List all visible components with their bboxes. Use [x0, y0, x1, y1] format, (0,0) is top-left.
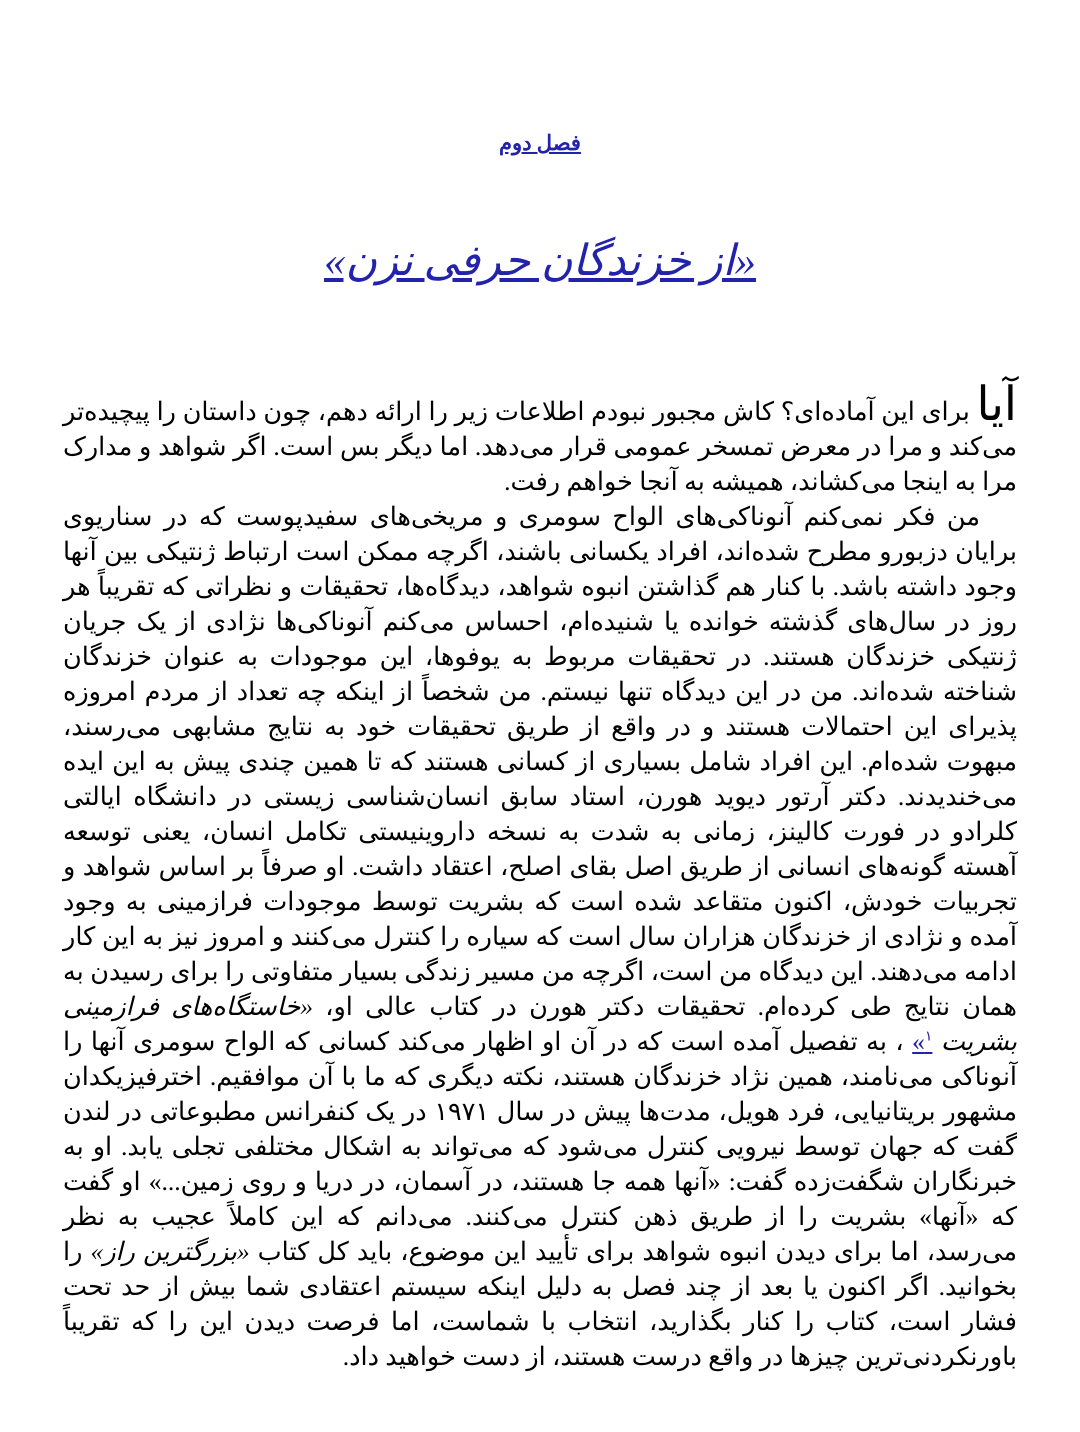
page-title — [0, 236, 1080, 286]
paragraph-1-text: برای این آماده‌ای؟ کاش مجبور نبودم اطلاعات زیر را ارائه دهم، چون داستان را پیچیده‌تر می‌کند و مرا در معرض تمسخر عمومی قرار می‌دهد. اما دیگر بس است. اگر شواهد و مدارک مرا به اینجا می‌کشاند، همیشه به آنجا خواهم رفت. — [63, 397, 1017, 496]
footnote-number[interactable]: ۱ — [924, 1029, 933, 1045]
paragraph-2-text: را بخوانید. اگر اکنون یا بعد از چند فصل به دلیل اینکه سیستم اعتقادی شما بیش از حد تحت فشار است، کتاب را کنار بگذارید، انتخاب با شماست، اما فرصت دیدن این را که تقریباً باورنکردنی‌ترین چیزها در واقع درست هستند، از دست خواهید داد. — [63, 1237, 1018, 1371]
paragraph-2-text: ، به تفصیل آمده است که در آن او اظهار می‌کند کسانی که الواح سومری آنها را آنوناکی می‌نامند، همین نژاد خزندگان هستند، نکته دیگری که ما با آن موافقیم. اخترفیزیکدان مشهور بریتانیایی، فرد هویل، مدت‌ها پیش در سال ۱۹۷۱ در یک کنفرانس مطبوعاتی در لندن گفت که جهان توسط نیرویی کنترل می‌شود که می‌تواند به اشکال مختلفی تجلی یابد. او به خبرنگاران شگفت‌زده گفت: «آنها همه جا هستند، در آسمان، در دریا و روی زمین...» او گفت که «آنها» بشریت را از طریق ذهن کنترل می‌کنند. می‌دانم که این کاملاً عجیب به نظر می‌رسد، اما برای دیدن انبوه شواهد برای تأیید این موضوع، باید کل کتاب — [63, 1027, 1018, 1266]
paragraph-1 — [63, 379, 1017, 499]
title-link[interactable]: «از خزندگان حرفی نزن» — [324, 238, 756, 285]
book-title-biggest-secret: «بزرگترین راز» — [90, 1237, 250, 1266]
footnote-link[interactable] — [912, 1027, 932, 1056]
book-title-origins: «خاستگاه‌های فرازمینی بشریت — [63, 992, 1017, 1056]
lead-word: آیا — [976, 379, 1017, 431]
chapter-link[interactable]: فصل دوم — [499, 131, 581, 155]
paragraph-2-text: من فکر نمی‌کنم آنوناکی‌های الواح سومری و مریخی‌های سفیدپوست که در سناریوی برایان دزبورو مطرح شده‌اند، افراد یکسانی باشند، اگرچه ممکن است ارتباط ژنتیکی بین آنها وجود داشته باشد. با کنار هم گذاشتن انبوه شواهد، دیدگاه‌ها، تحقیقات و نظراتی که تقریباً هر روز در سال‌های گذشته خوانده یا شنیده‌ام، احساس می‌کنم آنوناکی‌ها نژادی از یک جریان ژنتیکی خزندگان هستند. در تحقیقات مربوط به یوفوها، این موجودات به عنوان خزندگان شناخته شده‌اند. من در این دیدگاه تنها نیستم. من شخصاً از اینکه چه تعداد از مردم امروزه پذیرای این احتمالات هستند و در واقع از طریق تحقیقات خود به نتایج مشابهی می‌رسند، مبهوت شده‌ام. این افراد شامل بسیاری از کسانی هستند که تا همین چندی پیش به این ایده می‌خندیدند. دکتر آرتور دیوید هورن، استاد سابق انسان‌شناسی زیستی در دانشگاه ایالتی کلرادو در فورت کالینز، زمانی به شدت به نسخه داروینیستی تکامل انسان، یعنی توسعه آهسته گونه‌های انسانی از طریق اصل بقای اصلح، اعتقاد داشت. او صرفاً بر اساس شواهد و تجربیات خودش، اکنون متقاعد شده است که بشریت توسط موجودات فرازمینی به وجود آمده و نژادی از خزندگان هزاران سال است که سیاره را کنترل می‌کنند و امروز نیز به این کار ادامه می‌دهند. این دیدگاه من است، اگرچه من مسیر زندگی بسیار متفاوتی را برای رسیدن به همان نتایج طی کرده‌ام. تحقیقات دکتر هورن در کتاب عالی او، — [63, 502, 1017, 1021]
footnote-closing-quote[interactable]: » — [912, 1027, 925, 1056]
paragraph-2 — [63, 499, 1017, 1374]
body-text — [63, 379, 1018, 1374]
chapter-heading — [0, 131, 1080, 156]
